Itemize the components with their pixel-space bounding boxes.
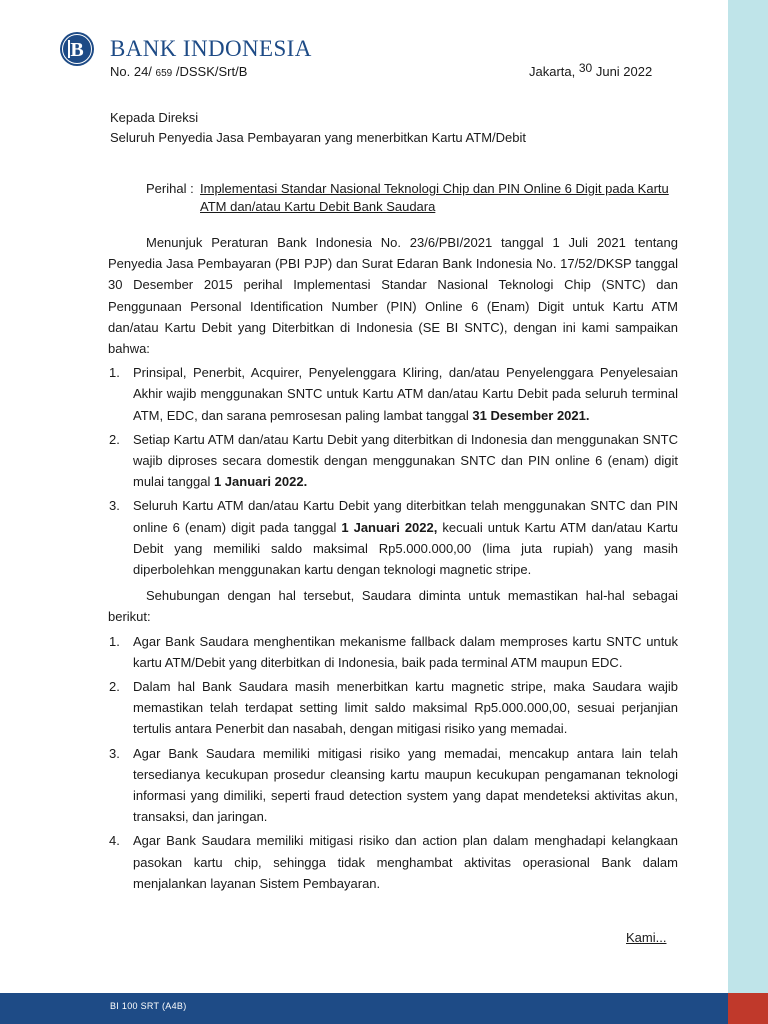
letter-body bbox=[108, 232, 678, 897]
svg-text:B: B bbox=[70, 39, 84, 61]
subject-text: Implementasi Standar Nasional Teknologi Chip dan PIN Online 6 Digit pada Kartu ATM dan/atau Kartu Debit Bank Saudara bbox=[200, 181, 669, 214]
list-item: 2. Setiap Kartu ATM dan/atau Kartu Debit yang diterbitkan di Indonesia dan menggunakan SNTC wajib diproses secara domestik dengan menggunakan SNTC dan PIN online 6 (enam) digit mulai tanggal 1 Januari 2022. bbox=[109, 431, 678, 490]
reference-number: No. 24/ 659 /DSSK/Srt/B bbox=[110, 64, 248, 79]
bank-indonesia-seal-icon bbox=[59, 31, 95, 67]
list-item: 3. Seluruh Kartu ATM dan/atau Kartu Debit yang diterbitkan telah menggunakan SNTC dan PIN online 6 (enam) digit pada tanggal 1 Januari 2022, kecuali untuk Kartu ATM dan/atau Kartu Debit yang memiliki saldo maksimal Rp5.000.000,00 (lima juta rupiah) yang masih diperbolehkan menggunakan kartu dengan teknologi magnetic stripe. bbox=[109, 498, 678, 578]
recipient-line: Seluruh Penyedia Jasa Pembayaran yang menerbitkan Kartu ATM/Debit bbox=[110, 130, 526, 145]
recipient-block bbox=[110, 108, 526, 148]
subject-label: Perihal : bbox=[146, 181, 194, 196]
continuation-marker: Kami... bbox=[626, 930, 667, 945]
org-name: BANK INDONESIA bbox=[110, 36, 312, 61]
list-item: 1. Prinsipal, Penerbit, Acquirer, Penyelenggara Kliring, dan/atau Penyelenggara Penyelesaian Akhir wajib menggunakan SNTC untuk Kartu ATM dan/atau Kartu Debit pada seluruh terminal ATM, EDC, dan sarana pemrosesan paling lambat tanggal 31 Desember 2021. bbox=[109, 365, 678, 423]
footer-corner-block bbox=[728, 993, 768, 1024]
letter-date: Jakarta, 30 Juni 2022 bbox=[529, 61, 653, 79]
page-edge-strip bbox=[728, 0, 768, 1024]
request-list bbox=[108, 631, 678, 894]
list-item: 2. Dalam hal Bank Saudara masih menerbitkan kartu magnetic stripe, maka Saudara wajib memastikan telah terdapat setting limit saldo maksimal Rp5.000.000,00, sesuai perjanjian tertulis antara Penerbit dan nasabah, dengan mitigasi risiko yang memadai. bbox=[109, 679, 678, 737]
recipient-line: Kepada Direksi bbox=[110, 110, 199, 125]
intro-paragraph: Menunjuk Peraturan Bank Indonesia No. 23/6/PBI/2021 tanggal 1 Juli 2021 tentang Penyedia Jasa Pembayaran (PBI PJP) dan Surat Edaran Bank Indonesia No. 17/52/DKSP tanggal 30 Desember 2015 perihal Implementasi Standar Nasional Teknologi Chip (SNTC) dan Penggunaan Personal Identification Number (PIN) Online 6 (Enam) Digit untuk Kartu ATM dan/atau Kartu Debit yang Diterbitkan di Indonesia (SE BI SNTC), dengan ini kami sampaikan bahwa: bbox=[108, 235, 678, 357]
form-code: BI 100 SRT (A4B) bbox=[110, 1001, 187, 1011]
findings-list bbox=[108, 362, 678, 580]
list-item: 4. Agar Bank Saudara memiliki mitigasi risiko dan action plan dalam menghadapi kelangkaan pasokan kartu chip, sehingga tidak menghambat aktivitas operasional Bank dalam menjalankan layanan Sistem Pembayaran. bbox=[109, 833, 678, 891]
transition-paragraph: Sehubungan dengan hal tersebut, Saudara diminta untuk memastikan hal-hal sebagai berikut: bbox=[108, 588, 678, 625]
list-item: 1. Agar Bank Saudara menghentikan mekanisme fallback dalam memproses kartu SNTC untuk kartu ATM/Debit yang diterbitkan di Indonesia, baik pada terminal ATM maupun EDC. bbox=[109, 633, 678, 670]
list-item: 3. Agar Bank Saudara memiliki mitigasi risiko yang memadai, mencakup antara lain telah tersedianya kecukupan prosedur cleansing kartu maupun kecukupan pengamanan teknologi informasi yang dimiliki, seperti fraud detection system yang dapat mendeteksi aktivitas akun, transaksi, dan jaringan. bbox=[109, 745, 678, 825]
